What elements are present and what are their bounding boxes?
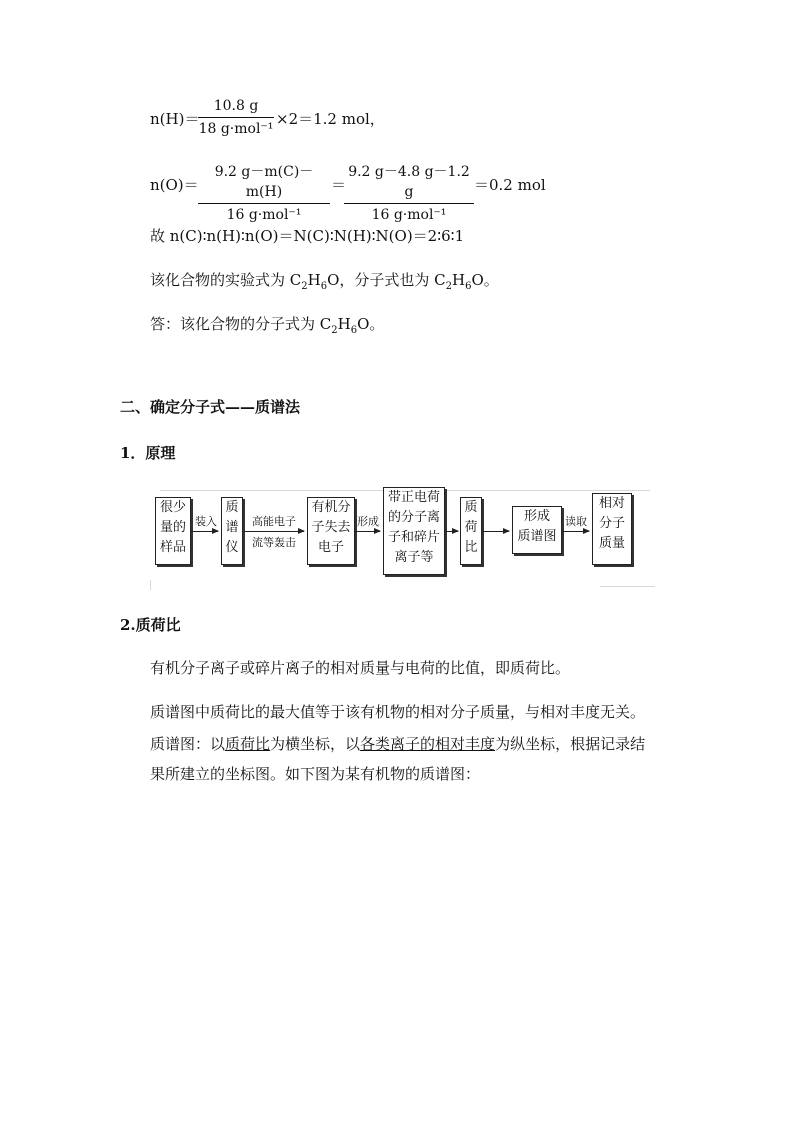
flow-box-ions: 带正电荷 的分子离 子和碎片 离子等 xyxy=(383,487,445,575)
subsection-mass-charge-title: 2.质荷比 xyxy=(120,616,181,634)
flow-label-read: 读取 xyxy=(565,515,587,528)
eq-h-denominator: 18 g·mol⁻¹ xyxy=(198,121,274,137)
flow-box-spectrum: 形成 质谱图 xyxy=(512,506,562,554)
flow-box-sample: 很少 量的 样品 xyxy=(155,497,191,565)
eq-o-mid: ＝ xyxy=(331,176,347,194)
formula-line: 该化合物的实验式为 $C_2H_6O$，分子式也为 $C_2H_6O$。 xyxy=(150,271,499,292)
answer-line: 答：该化合物的分子式为 $C_2H_6O$。 xyxy=(150,315,385,336)
eq-o-fraction-1 xyxy=(198,162,330,225)
flow-label-bombard-2: 流等轰击 xyxy=(252,536,296,549)
flow-box-spectrometer: 质 谱 仪 xyxy=(221,497,243,565)
flow-arrow-4 xyxy=(444,531,458,532)
flow-arrow-2 xyxy=(244,531,304,532)
underlined-relative-abundance: 各类离子的相对丰度 xyxy=(360,735,496,753)
ratio-line: 故 n(C)∶n(H)∶n(O)＝N(C)∶N(H)∶N(O)＝2∶6∶1 xyxy=(150,227,465,245)
flow-box-molecular-mass: 相对 分子 质量 xyxy=(592,493,632,565)
section-title: 二、确定分子式——质谱法 xyxy=(120,398,301,416)
paragraph-spectrum-axes: 质谱图：以质荷比为横坐标，以各类离子的相对丰度为纵坐标，根据记录结 xyxy=(150,735,646,753)
flow-arrow-6 xyxy=(561,531,589,532)
flow-label-load: 装入 xyxy=(195,515,217,528)
eq-h-fraction xyxy=(198,96,274,139)
eq-o-lhs: n(O)＝ xyxy=(150,176,199,194)
eq-o-numerator-2: 9.2 g－4.8 g－1.2 g xyxy=(348,164,470,200)
underlined-mass-charge: 质荷比 xyxy=(225,735,271,753)
paragraph-definition: 有机分子离子或碎片离子的相对质量与电荷的比值，即质荷比。 xyxy=(150,659,571,677)
eq-o-rhs: ＝0.2 mol xyxy=(474,176,546,194)
eq-h-numerator: 10.8 g xyxy=(213,98,259,114)
eq-h-rhs: ×2＝1.2 mol， xyxy=(276,110,385,128)
subsection-principle-title: 1．原理 xyxy=(120,444,176,462)
flow-box-mass-charge-ratio: 质 荷 比 xyxy=(460,497,482,565)
flow-arrow-5 xyxy=(481,531,509,532)
eq-o-denominator-2: 16 g·mol⁻¹ xyxy=(371,207,447,223)
paragraph-spectrum-intro: 果所建立的坐标图。如下图为某有机物的质谱图： xyxy=(150,765,481,783)
eq-o-denominator-1: 16 g·mol⁻¹ xyxy=(226,207,302,223)
paragraph-max-value: 质谱图中质荷比的最大值等于该有机物的相对分子质量，与相对丰度无关。 xyxy=(150,703,646,721)
flow-label-form: 形成 xyxy=(357,515,379,528)
flow-box-lose-electron: 有机分 子失去 电子 xyxy=(307,497,355,565)
eq-o-numerator-1: 9.2 g－m(C)－m(H) xyxy=(214,164,314,200)
eq-h-lhs: n(H)＝ xyxy=(150,110,200,128)
flow-arrow-3 xyxy=(354,531,380,532)
eq-o-fraction-2 xyxy=(344,162,474,225)
flow-label-bombard-1: 高能电子 xyxy=(252,515,296,528)
flow-arrow-1 xyxy=(190,531,218,532)
